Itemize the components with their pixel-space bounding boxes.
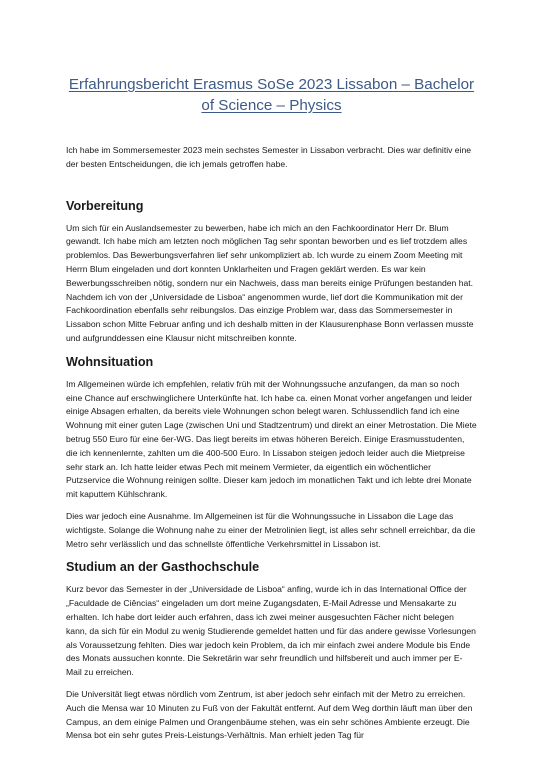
section-heading: Studium an der Gasthochschule bbox=[66, 560, 260, 575]
intro-paragraph: Ich habe im Sommersemester 2023 mein sechstes Semester in Lissabon verbracht. Dies war definitiv eine der besten Entscheidungen, die ich jemals getroffen habe. bbox=[66, 145, 472, 169]
section-heading: Wohnsituation bbox=[66, 354, 154, 369]
section-paragraph: Kurz bevor das Semester in der „Universidade de Lisboa“ anfing, wurde ich in das International Office der „Faculdade de Ciências“ eingeladen um dort meine Zugangsdaten, E-Mail Adresse und Mensakarte zu erhalten. Ich habe dort leider auch erfahren, dass ich zwei meiner ausgesuchten Fächer nicht belegen kann, da sich für ein Modul zu wenig Studierende gemeldet hatten und für das andere gewisse Vorlesungen als Voraussetzung fehlten. Dies war jedoch kein Problem, da ich mir einfach zwei andere Module bis Ende des Monats aussuchen konnte. Die Sekretärin war sehr freundlich und hilfsbereit und auch immer per E-Mail zu erreichen. bbox=[66, 584, 476, 678]
section-paragraph: Im Allgemeinen würde ich empfehlen, relativ früh mit der Wohnungssuche anzufangen, da man so noch eine Chance auf erschwinglichere Unterkünfte hat. Ich habe ca. einen Monat vorher angefangen und leider einige Absagen erhalten, da bereits viele Wohnungen schon belegt waren. Schlussendlich fand ich eine Wohnung mit einer guten Lage (zwischen Uni und Stadtzentrum) und direkt an einer Metrostation. Die Miete betrug 550 Euro für eine 6er-WG. Das liegt bereits im etwas höheren Bereich. Einige Erasmusstudenten, die ich kennenlernte, zahlten um die 400-500 Euro. In Lissabon steigen jedoch leider auch die Mietpreise sehr stark an. Ich hatte leider etwas Pech mit meinem Vermieter, da eigentlich ein wöchentlicher Putzservice die Wohnung reinigen sollte. Dieser kam jedoch im monatlichen Takt und ich lebte drei Monate mit kaputtem Kühlschrank. bbox=[66, 378, 477, 500]
section-paragraph: Die Universität liegt etwas nördlich vom Zentrum, ist aber jedoch sehr einfach mit der Metro zu erreichen. Auch die Mensa war 10 Minuten zu Fuß von der Fakultät entfernt. Auf dem Weg dorthin läuft man über den Campus, an dem einige Palmen und Orangenbäume stehen, was ein sehr schönes Ambiente erzeugt. Die Mensa bot ein sehr gutes Preis-Leistungs-Verhältnis. Man erhielt jeden Tag für bbox=[66, 688, 473, 741]
document-title: Erfahrungsbericht Erasmus SoSe 2023 Lissabon – Bachelor of Science – Physics bbox=[68, 76, 475, 114]
section-wohnsituation bbox=[66, 354, 477, 552]
section-vorbereitung bbox=[66, 198, 477, 346]
section-paragraph: Um sich für ein Auslandsemester zu bewerben, habe ich mich an den Fachkoordinator Herr Dr. Blum gewandt. Ich habe mich am letzten noch möglichen Tag sehr spontan beworben und es lief trotzdem alles problemlos. Das Bewerbungsverfahren lief sehr unkompliziert ab. Ich wurde zu einem Zoom Meeting mit Herrn Blum eingeladen und dort konnten Unklarheiten und Fragen geklärt werden. Es war kein Bewerbungsschreiben nötig, sondern nur ein Nachweis, dass man bereits einige Prüfungen bestanden hat. Nachdem ich von der „Universidade de Lisboa“ angenommen wurde, lief dort die Kommunikation mit der Fachkoordination ebenfalls sehr reibungslos. Das einzige Problem war, dass das Sommersemester in Lissabon schon Mitte Februar anfing und ich deshalb mitten in der Klausurenphase Bonn verlassen musste und aufgrunddessen eine Klausur nicht mitschreiben konnte. bbox=[66, 222, 474, 343]
section-studium bbox=[66, 559, 477, 743]
section-heading: Vorbereitung bbox=[66, 198, 144, 213]
section-paragraph: Dies war jedoch eine Ausnahme. Im Allgemeinen ist für die Wohnungssuche in Lissabon die Lage das wichtigste. Solange die Wohnung nahe zu einer der Metrolinien liegt, ist alles sehr schnell erreichbar, da die Metro sehr verlässlich und das schnellste öffentliche Verkehrsmittel in Lissabon ist. bbox=[66, 510, 476, 549]
